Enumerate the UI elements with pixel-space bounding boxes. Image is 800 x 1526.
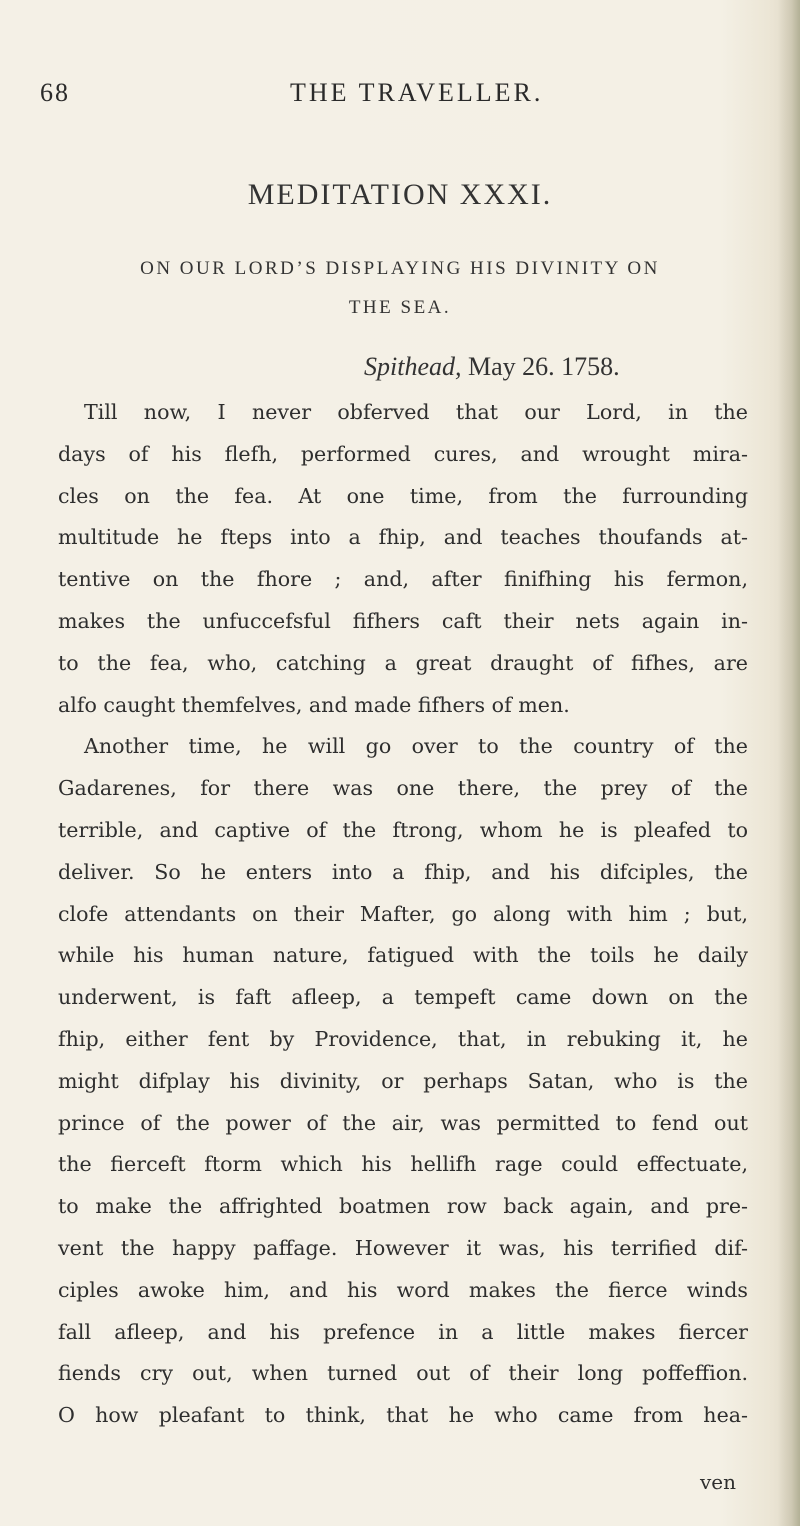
dateline: [364, 352, 620, 382]
text-line: might difplay his divinity, or perhaps Satan, who is the: [58, 1068, 748, 1093]
text-line: to make the affrighted boatmen row back again, and pre-: [58, 1194, 748, 1219]
text-line: Till now, I never obferved that our Lord, in the: [84, 400, 748, 424]
text-line: multitude he fteps into a fhip, and teaches thoufands at-: [58, 525, 748, 550]
body-text: [58, 392, 748, 1437]
text-line: makes the unfuccefsful fifhers caft their nets again in-: [58, 608, 748, 633]
text-line: Another time, he will go over to the country of the: [84, 734, 748, 759]
text-line: to the fea, who, catching a great draught of fifhes, are: [58, 650, 748, 675]
subheading-line-2: THE SEA.: [348, 297, 452, 318]
text-line: prince of the power of the air, was permitted to fend out: [58, 1110, 748, 1135]
running-title: THE TRAVELLER.: [290, 78, 544, 107]
page-edge-shadow: [778, 0, 800, 1526]
text-line: the fierceft ftorm which his hellifh rage could effectuate,: [58, 1152, 748, 1177]
text-line: Gadarenes, for there was one there, the prey of the: [58, 776, 748, 801]
text-line: ciples awoke him, and his word makes the fierce winds: [58, 1277, 748, 1302]
text-line: fall afleep, and his prefence in a little makes fiercer: [58, 1319, 748, 1344]
text-line: tentive on the fhore ; and, after finifhing his fermon,: [58, 567, 748, 592]
text-line: fhip, either fent by Providence, that, in rebuking it, he: [58, 1026, 748, 1051]
page-number: 68: [40, 78, 70, 107]
text-line: vent the happy paffage. However it was, his terrified dif-: [58, 1235, 748, 1260]
dateline-place: Spithead,: [364, 352, 462, 381]
text-line: cles on the fea. At one time, from the furrounding: [58, 483, 748, 508]
text-line: terrible, and captive of the ftrong, whom he is pleafed to: [58, 817, 748, 842]
text-line: clofe attendants on their Mafter, go along with him ; but,: [58, 901, 748, 926]
text-line: fiends cry out, when turned out of their long poffeffion.: [58, 1361, 748, 1386]
text-line: alfo caught themfelves, and made fifhers of men.: [58, 692, 570, 717]
text-line: underwent, is faft afleep, a tempeft came down on the: [58, 985, 748, 1010]
text-line: deliver. So he enters into a fhip, and his difciples, the: [58, 859, 748, 884]
subheading-line-1: ON OUR LORD’S DISPLAYING HIS DIVINITY ON: [140, 258, 660, 279]
running-head: [40, 78, 740, 118]
dateline-date: May 26. 1758.: [468, 352, 620, 381]
text-line: days of his flefh, performed cures, and wrought mira-: [58, 441, 748, 466]
text-line: O how pleafant to think, that he who came from hea-: [58, 1403, 748, 1428]
chapter-heading: MEDITATION XXXI.: [247, 178, 553, 211]
catchword: ven: [700, 1470, 737, 1494]
text-line: while his human nature, fatigued with the toils he daily: [58, 943, 748, 968]
